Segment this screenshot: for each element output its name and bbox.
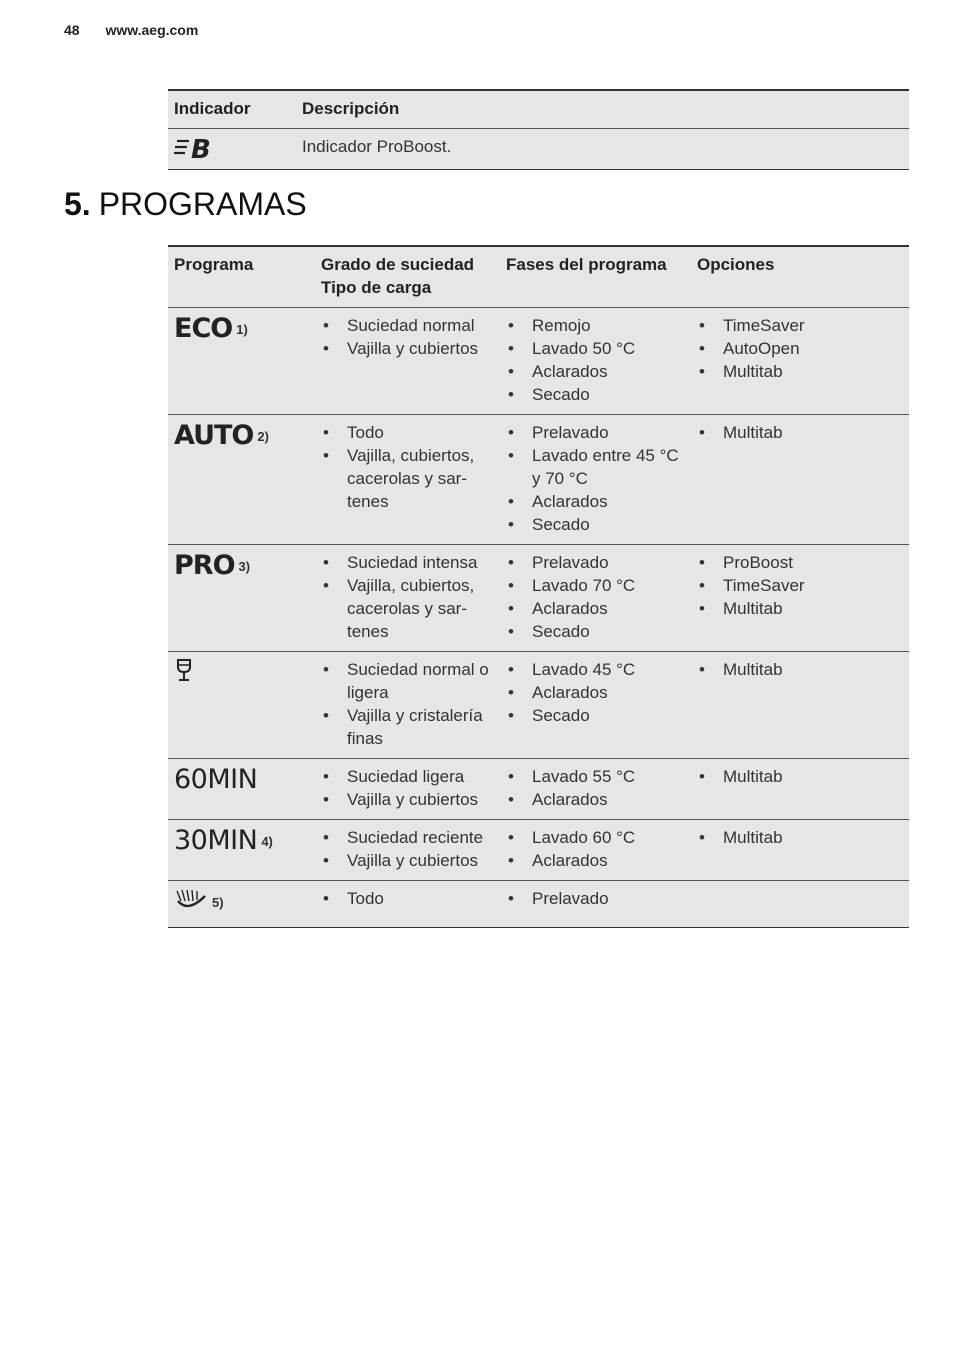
phases-col-header: Fases del programa <box>500 246 691 308</box>
soil-list <box>321 765 494 811</box>
program-name: PRO <box>174 550 235 581</box>
program-cell <box>168 759 315 820</box>
phases-list <box>506 765 685 811</box>
list-item: • AutoOpen <box>697 337 903 360</box>
soil-list <box>321 887 494 910</box>
phases-list <box>506 658 685 727</box>
list-item: • Multitab <box>697 421 903 444</box>
options-list <box>697 826 903 849</box>
soil-list-cell <box>315 881 500 928</box>
options-list-cell <box>691 881 909 928</box>
list-item: • Lavado entre 45 °C y 70 °C <box>506 444 685 490</box>
list-item: • Lavado 70 °C <box>506 574 685 597</box>
program-name: 60MIN <box>174 764 258 795</box>
list-item: • Lavado 55 °C <box>506 765 685 788</box>
programa-col-header: Programa <box>168 246 315 308</box>
program-cell <box>168 881 315 928</box>
list-item: • Secado <box>506 383 685 406</box>
list-item: • Multitab <box>697 360 903 383</box>
soil-list-cell <box>315 308 500 415</box>
phases-list <box>506 826 685 872</box>
soil-col-header <box>315 246 500 308</box>
list-item: • Multitab <box>697 765 903 788</box>
website: www.aeg.com <box>105 22 199 38</box>
options-list <box>697 765 903 788</box>
list-item: • ProBoost <box>697 551 903 574</box>
description-col-header: Descripción <box>296 90 909 129</box>
list-item: • Aclarados <box>506 490 685 513</box>
program-symbol <box>174 658 194 684</box>
table-row <box>168 820 909 881</box>
phases-list-cell <box>500 759 691 820</box>
table-row <box>168 129 909 170</box>
list-item: • Secado <box>506 513 685 536</box>
rinse-hold-icon <box>174 887 208 913</box>
list-item: • Secado <box>506 704 685 727</box>
options-list-cell <box>691 652 909 759</box>
programs-header-row <box>168 246 909 308</box>
list-item: • TimeSaver <box>697 574 903 597</box>
phases-list-cell <box>500 652 691 759</box>
soil-list <box>321 658 494 750</box>
list-item: • Prelavado <box>506 887 685 910</box>
list-item: • Vajilla, cubiertos, cacerolas y sar-tenes <box>321 444 494 513</box>
list-item: • Vajilla y cubiertos <box>321 788 494 811</box>
indicator-description: Indicador ProBoost. <box>296 129 909 170</box>
list-item: • Vajilla y cubiertos <box>321 849 494 872</box>
phases-list <box>506 887 685 910</box>
list-item: • Lavado 45 °C <box>506 658 685 681</box>
list-item: • Suciedad intensa <box>321 551 494 574</box>
options-list-cell <box>691 759 909 820</box>
soil-list <box>321 826 494 872</box>
program-name: AUTO <box>174 420 254 451</box>
table-row <box>168 881 909 928</box>
table-row <box>168 545 909 652</box>
program-symbol <box>174 765 257 795</box>
list-item: • Aclarados <box>506 360 685 383</box>
list-item: • Aclarados <box>506 681 685 704</box>
soil-list-cell <box>315 545 500 652</box>
page-number: 48 <box>64 22 80 38</box>
list-item: • Todo <box>321 887 494 910</box>
list-item: • Lavado 60 °C <box>506 826 685 849</box>
soil-list <box>321 314 494 360</box>
soil-list-cell <box>315 652 500 759</box>
list-item: • Multitab <box>697 658 903 681</box>
options-list-cell <box>691 545 909 652</box>
phases-list-cell <box>500 415 691 545</box>
indicator-header-row <box>168 90 909 129</box>
program-footnote: 3) <box>238 559 251 574</box>
phases-list-cell <box>500 881 691 928</box>
section-heading: PROGRAMAS <box>98 186 307 222</box>
program-name: ECO <box>174 313 233 344</box>
list-item: • Multitab <box>697 826 903 849</box>
program-symbol <box>174 421 269 451</box>
list-item: • Prelavado <box>506 551 685 574</box>
soil-col-header-line1: Grado de suciedad <box>321 255 475 274</box>
indicator-table <box>168 89 909 170</box>
program-symbol <box>174 551 250 581</box>
list-item: • Vajilla y cubiertos <box>321 337 494 360</box>
list-item: • Remojo <box>506 314 685 337</box>
program-symbol <box>174 314 248 344</box>
options-list-cell <box>691 308 909 415</box>
program-footnote: 1) <box>236 322 248 337</box>
list-item: • Vajilla y cristalería finas <box>321 704 494 750</box>
program-cell <box>168 415 315 545</box>
options-list <box>697 551 903 620</box>
program-name: 30MIN <box>174 825 258 856</box>
list-item: • Multitab <box>697 597 903 620</box>
phases-list-cell <box>500 545 691 652</box>
phases-list <box>506 421 685 536</box>
page-header <box>64 22 198 38</box>
table-row <box>168 308 909 415</box>
list-item: • Suciedad ligera <box>321 765 494 788</box>
program-cell <box>168 652 315 759</box>
options-list-cell <box>691 415 909 545</box>
phases-list-cell <box>500 820 691 881</box>
soil-list-cell <box>315 415 500 545</box>
table-row <box>168 652 909 759</box>
program-symbol <box>174 887 224 914</box>
phases-list-cell <box>500 308 691 415</box>
soil-list <box>321 421 494 513</box>
program-footnote: 5) <box>212 895 224 910</box>
soil-list <box>321 551 494 643</box>
program-cell <box>168 820 315 881</box>
proboost-indicator-icon <box>174 135 218 161</box>
soil-list-cell <box>315 820 500 881</box>
list-item: • Secado <box>506 620 685 643</box>
list-item: • Suciedad normal o ligera <box>321 658 494 704</box>
list-item: • Aclarados <box>506 849 685 872</box>
section-number: 5. <box>64 186 91 222</box>
program-cell <box>168 545 315 652</box>
phases-list <box>506 314 685 406</box>
soil-list-cell <box>315 759 500 820</box>
svg-text:B: B <box>191 135 211 161</box>
options-list <box>697 421 903 444</box>
program-footnote: 2) <box>257 429 269 444</box>
list-item: • Todo <box>321 421 494 444</box>
options-col-header: Opciones <box>691 246 909 308</box>
options-list <box>697 314 903 383</box>
list-item: • Prelavado <box>506 421 685 444</box>
list-item: • Vajilla, cubiertos, cacerolas y sar-tenes <box>321 574 494 643</box>
table-row <box>168 759 909 820</box>
wine-glass-icon <box>174 658 194 684</box>
list-item: • Suciedad normal <box>321 314 494 337</box>
phases-list <box>506 551 685 643</box>
program-cell <box>168 308 315 415</box>
program-footnote: 4) <box>261 834 273 849</box>
list-item: • Lavado 50 °C <box>506 337 685 360</box>
indicator-col-header: Indicador <box>168 90 296 129</box>
list-item: • Aclarados <box>506 788 685 811</box>
options-list-cell <box>691 820 909 881</box>
program-symbol <box>174 826 273 856</box>
section-title <box>64 186 307 223</box>
list-item: • Aclarados <box>506 597 685 620</box>
table-row <box>168 415 909 545</box>
options-list <box>697 658 903 681</box>
list-item: • TimeSaver <box>697 314 903 337</box>
programs-table <box>168 245 909 928</box>
list-item: • Suciedad reciente <box>321 826 494 849</box>
soil-col-header-line2: Tipo de carga <box>321 278 432 297</box>
